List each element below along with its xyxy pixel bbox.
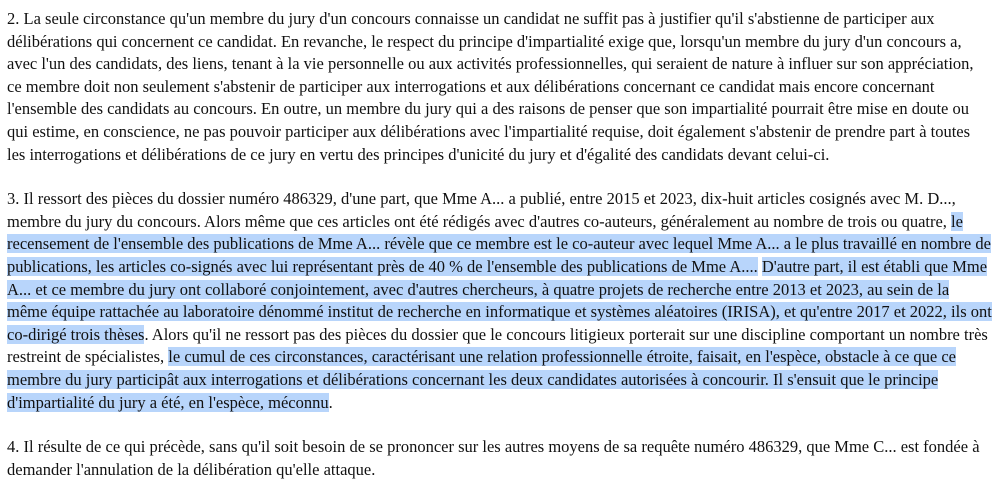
paragraph-3-text-middle: . Alors qu'il ne ressort pas des pièces du dossier que le concours litigieux porterait sur une discipline comportant un nombre très restreint de spécialistes, [7,324,988,367]
highlighted-text-publications[interactable]: le recensement de l'ensemble des publications de Mme A... révèle que ce membre est le co-auteur avec lequel Mme A... a le plus travaillé en nombre de publications, les articles co-signés avec lui représentant près de 40 % de l'ensemble des publications de Mme A.... [7,211,991,276]
paragraph-4-text: 4. Il résulte de ce qui précède, sans qu'il soit besoin de se prononcer sur les autres moyens de sa requête numéro 486329, que Mme C... est fondée à demander l'annulation de la délibération qu'elle attaque. [7,437,980,479]
highlighted-text-collaboration[interactable]: D'autre part, il est établi que Mme A... et ce membre du jury ont collaboré conjointement, avec d'autres chercheurs, à quatre projets de recherche entre 2013 et 2023, au sein de la même équipe rattachée au laboratoire dénommé institut de recherche en informatique et systèmes aléatoires (IRISA), et qu'entre 2017 et 2022, ils ont co-dirigé trois thèses [7,256,992,344]
highlighted-text-conclusion[interactable]: le cumul de ces circonstances, caractérisant une relation professionnelle étroite, faisait, en l'espèce, obstacle à ce que ce membre du jury participât aux interrogations et délibérations concernant les deux candidates autorisées à concourir. Il s'ensuit que le principe d'impartialité du jury a été, en l'espèce, méconnu [7,347,957,412]
paragraph-2-text: 2. La seule circonstance qu'un membre du jury d'un concours connaisse un candidat ne suffit pas à justifier qu'il s'abstienne de participer aux délibérations qui concernent ce candidat. En revanche, le respect du principe d'impartialité exige que, lorsqu'un membre du jury d'un concours a, avec l'un des candidats, des liens, tenant à la vie personnelle ou aux activités professionnelles, qui seraient de nature à influer sur son appréciation, ce membre doit non seulement s'abstenir de participer aux interrogations et aux délibérations concernant ce candidat mais encore concernant l'ensemble des candidats au concours. En outre, un membre du jury qui a des raisons de penser que son impartialité pourrait être mise en doute ou qui estime, en conscience, ne pas pouvoir participer aux délibérations avec l'impartialité requise, doit également s'abstenir de prendre part à toutes les interrogations et délibérations de ce jury en vertu des principes d'unicité du jury et d'égalité des candidats devant celui-ci. [7,9,974,164]
paragraph-3-text-intro: 3. Il ressort des pièces du dossier numéro 486329, d'une part, que Mme A... a publié, entre 2015 et 2023, dix-huit articles cosignés avec M. D..., membre du jury du concours. Alors même que ces articles ont été rédigés avec d'autres co-auteurs, généralement au nombre de trois ou quatre, [7,189,956,231]
document-body [7,8,992,503]
paragraph-2 [7,8,992,166]
paragraph-4 [7,436,992,481]
paragraph-3-text-end: . [328,392,333,412]
paragraph-3 [7,188,992,414]
